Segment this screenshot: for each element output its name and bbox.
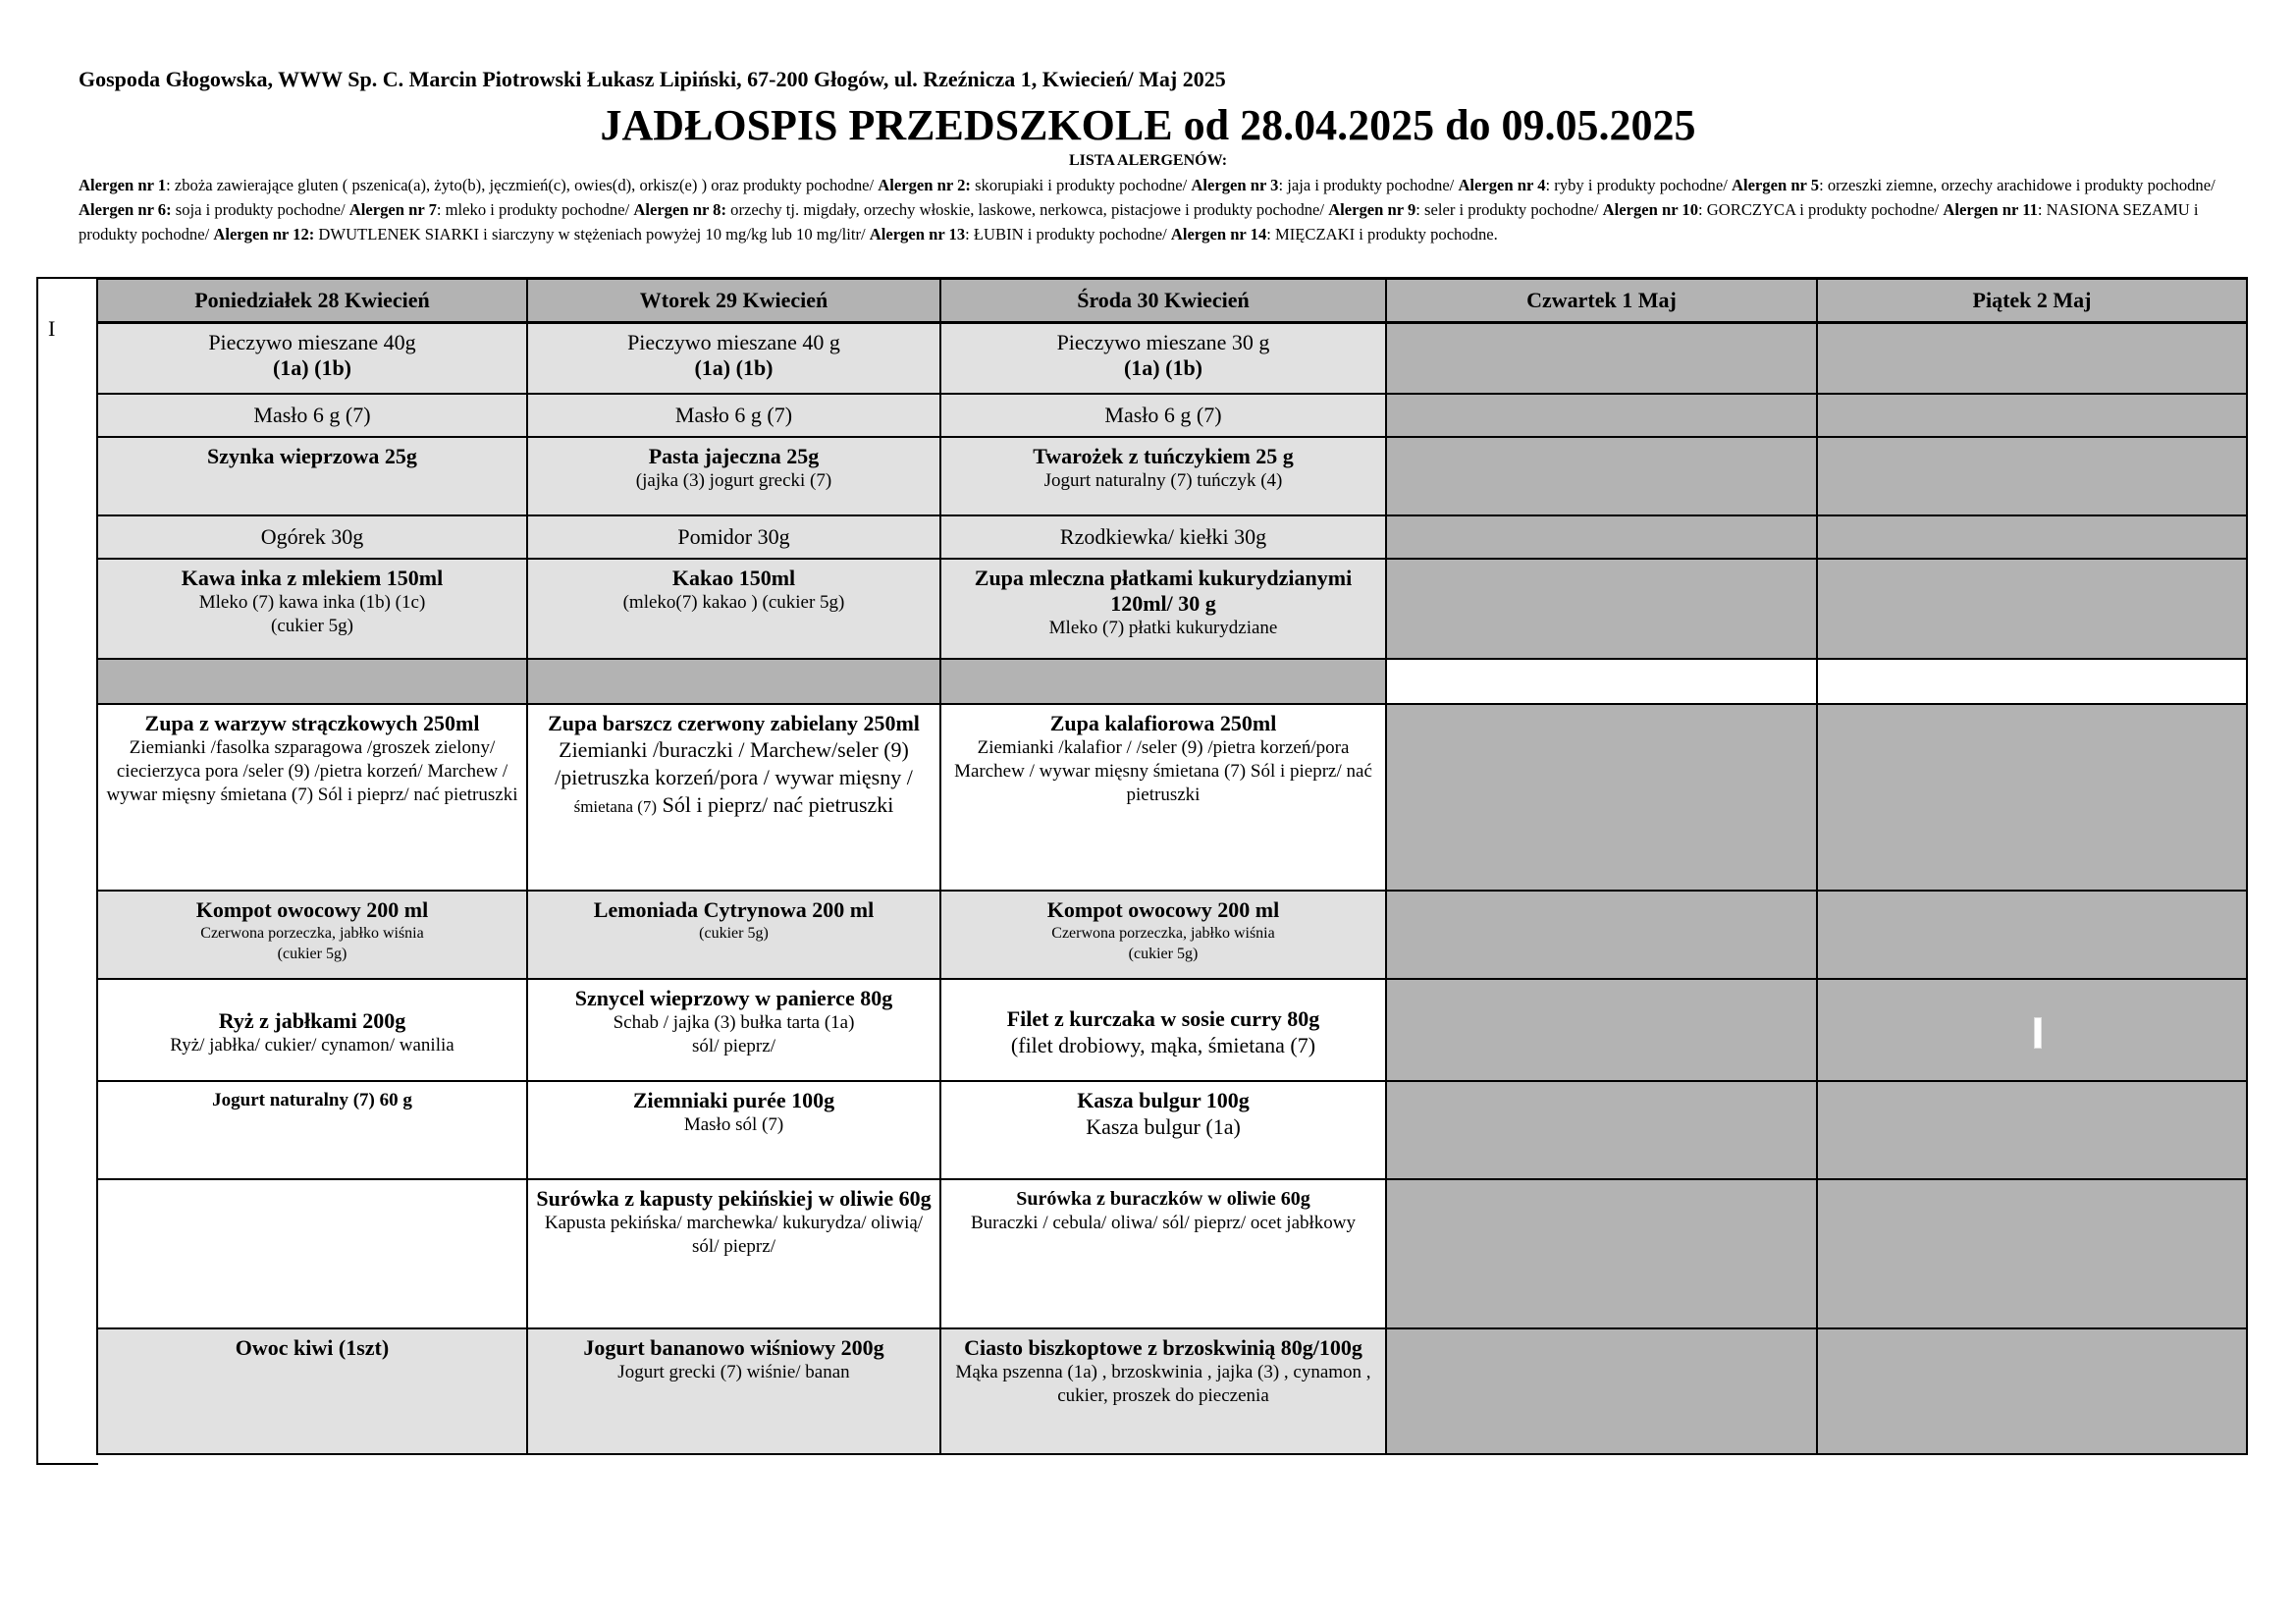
allergen-list [79,173,2248,246]
dish-name: Twarożek z tuńczykiem 25 g [1033,443,1294,468]
allergen-text: : ŁUBIN i produkty pochodne/ [965,225,1171,244]
dish-name: Kompot owocowy 200 ml [195,896,429,922]
allergen-label: Alergen nr 4 [1458,176,1546,194]
menu-cell [527,1328,940,1454]
menu-cell [527,515,940,559]
empty-cell [1386,659,1817,704]
dish-description: Ziemianki /buraczki / Marchew/seler (9) /pietruszka korzeń/pora / wywar mięsny / [555,736,913,789]
dish-description: śmietana (7) [573,796,658,816]
dish-name: Pieczywo mieszane 40 g [627,330,840,354]
allergen-text: DWUTLENEK SIARKI i siarczyny w stężeniach powyżej 10 mg/kg lub 10 mg/litr/ [314,225,870,244]
empty-cell [940,659,1386,704]
empty-cell [1386,559,1817,659]
dish-description: Masło sól (7) [683,1113,784,1135]
dish-name: Filet z kurczaka w sosie curry 80g [1006,1005,1320,1031]
menu-cell [527,891,940,979]
dish-name: Ogórek 30g [260,523,364,549]
dish-description: Ziemianki /fasolka szparagowa /groszek zielony/ ciecierzyca pora /seler (9) /pietra korzeń/ Marchew / wywar mięsny śmietana (7) Sól i pieprz/ nać pietruszki [106,736,518,805]
empty-cell [1817,515,2247,559]
allergen-codes: (1a) (1b) [272,355,352,380]
day-header-row [97,279,2247,323]
dish-name: Ziemniaki purée 100g [632,1087,835,1112]
empty-cell [1817,1081,2247,1179]
menu-cell [97,1179,527,1328]
menu-cell [97,515,527,559]
empty-cell [97,659,527,704]
menu-cell [940,704,1386,891]
allergen-text: : ryby i produkty pochodne/ [1545,176,1732,194]
dish-description: (cukier 5g) [277,945,347,962]
menu-cell [527,704,940,891]
dish-description: Kasza bulgur (1a) [1086,1113,1241,1139]
allergen-text: : jaja i produkty pochodne/ [1278,176,1459,194]
dish-name: Pieczywo mieszane 40g [208,330,416,354]
dish-description: Sól i pieprz/ nać pietruszki [657,791,894,817]
empty-cell [1817,704,2247,891]
allergen-text: skorupiaki i produkty pochodne/ [970,176,1192,194]
allergen-text: : seler i produkty pochodne/ [1415,200,1603,219]
menu-cell [527,1179,940,1328]
page-title: JADŁOSPIS PRZEDSZKOLE od 28.04.2025 do 09.05.2025 [600,101,1696,149]
dish-description: Kapusta pekińska/ marchewka/ kukurydza/ oliwią/ sól/ pieprz/ [544,1212,924,1257]
dish-description: Ziemianki /kalafior / /seler (9) /pietra korzeń/pora Marchew / wywar mięsny śmietana (7) Sól i pieprz/ nać pietruszki [954,736,1372,805]
empty-cell [527,659,940,704]
table-row [97,437,2247,515]
dish-name: Pasta jajeczna 25g [648,443,820,468]
allergen-label: Alergen nr 1 [79,176,167,194]
dish-description: Schab / jajka (3) bułka tarta (1a) [613,1011,855,1033]
menu-cell [97,891,527,979]
dish-name: Szynka wieprzowa 25g [207,443,417,468]
empty-cell [1386,1081,1817,1179]
empty-cell [1386,437,1817,515]
table-row [97,891,2247,979]
dish-name: Zupa z warzyw strączkowych 250ml [144,710,480,735]
dish-description: Mleko (7) płatki kukurydziane [1048,617,1278,638]
dish-description: Jogurt grecki (7) wiśnie/ banan [617,1361,850,1382]
menu-cell [940,394,1386,437]
empty-cell [1386,515,1817,559]
menu-cell [940,1179,1386,1328]
menu-cell [527,1081,940,1179]
menu-table [96,277,2248,1455]
menu-cell [527,323,940,394]
allergen-label: Alergen nr 11 [1943,200,2038,219]
empty-cell [1386,1179,1817,1328]
dish-description: (cukier 5g) [1128,945,1199,962]
allergen-label: Alergen nr 8: [633,200,726,219]
allergen-label: Alergen nr 2: [878,176,971,194]
dish-name: Jogurt naturalny (7) 60 g [212,1089,412,1110]
allergen-label: Alergen nr 6: [79,200,172,219]
empty-cell [1817,559,2247,659]
menu-cell [97,979,527,1081]
day-header: Wtorek 29 Kwiecień [527,279,940,323]
allergen-list-title: LISTA ALERGENÓW: [1068,152,1228,169]
week-label: I [48,316,56,341]
dish-name: Surówka z buraczków w oliwie 60g [1016,1187,1310,1210]
menu-cell [940,437,1386,515]
dish-name: Sznycel wieprzowy w panierce 80g [574,985,893,1010]
menu-cell [97,437,527,515]
dish-name: Masło 6 g (7) [1104,402,1222,427]
empty-cell [1817,394,2247,437]
dish-name: Kakao 150ml [671,565,796,590]
table-row [97,394,2247,437]
menu-cell [97,559,527,659]
dish-description: (mleko(7) kakao ) (cukier 5g) [622,591,845,613]
menu-cell [527,394,940,437]
menu-grid [36,277,2251,1463]
dish-name: Kasza bulgur 100g [1077,1087,1250,1112]
empty-cell [1817,437,2247,515]
allergen-text: : NASIONA SEZAMU i produkty pochodne/ [79,200,2199,244]
day-header: Piątek 2 Maj [1817,279,2247,323]
menu-cell [97,1081,527,1179]
table-row [97,1179,2247,1328]
day-header: Środa 30 Kwiecień [940,279,1386,323]
empty-cell [1817,1328,2247,1454]
dish-description: Mąka pszenna (1a) , brzoskwinia , jajka (3) , cynamon , cukier, proszek do pieczenia [955,1361,1371,1406]
dish-name: Owoc kiwi (1szt) [235,1334,390,1360]
table-row [97,979,2247,1081]
table-row [97,323,2247,394]
empty-cell [1817,979,2247,1081]
empty-cell [1386,323,1817,394]
dish-name: Pieczywo mieszane 30 g [1056,330,1270,354]
empty-cell [1386,891,1817,979]
empty-cell [1817,659,2247,704]
allergen-codes: (1a) (1b) [694,355,774,380]
dish-name: Ciasto biszkoptowe z brzoskwinią 80g/100g [964,1334,1362,1360]
dish-description: (filet drobiowy, mąka, śmietana (7) [1010,1032,1316,1057]
menu-cell [940,1328,1386,1454]
table-row [97,1328,2247,1454]
day-header: Czwartek 1 Maj [1386,279,1817,323]
dish-name: Zupa barszcz czerwony zabielany 250ml [548,710,920,735]
allergen-text: : zboża zawierające gluten ( pszenica(a), żyto(b), jęczmień(c), owies(d), orkisz(e) ) oraz produkty pochodne/ [166,176,879,194]
table-row [97,1081,2247,1179]
menu-cell [527,437,940,515]
allergen-codes: (1a) (1b) [1123,355,1203,380]
allergen-text: orzechy tj. migdały, orzechy włoskie, laskowe, nerkowca, pistacjowe i produkty pochodne/ [726,200,1329,219]
text-cursor-icon [2034,1017,2042,1049]
company-header: Gospoda Głogowska, WWW Sp. C. Marcin Piotrowski Łukasz Lipiński, 67-200 Głogów, ul. Rzeźnicza 1, Kwiecień/ Maj 2025 [79,67,1226,91]
dish-name: Masło 6 g (7) [674,402,793,427]
allergen-text: : GORCZYCA i produkty pochodne/ [1698,200,1944,219]
allergen-label: Alergen nr 5 [1731,176,1820,194]
dish-description: Ryż/ jabłka/ cukier/ cynamon/ wanilia [170,1034,454,1056]
dish-name: Ryż z jabłkami 200g [218,1007,406,1033]
dish-description: Czerwona porzeczka, jabłko wiśnia [1051,924,1275,942]
table-row [97,704,2247,891]
dish-description: sól/ pieprz/ [692,1035,775,1056]
dish-name: Masło 6 g (7) [253,402,371,427]
dish-name: Rzodkiewka/ kiełki 30g [1059,523,1267,549]
dish-description: Buraczki / cebula/ oliwa/ sól/ pieprz/ ocet jabłkowy [970,1212,1356,1233]
dish-description: Mleko (7) kawa inka (1b) (1c) [198,591,426,613]
menu-cell [97,1328,527,1454]
allergen-label: Alergen nr 7 [348,200,437,219]
allergen-text: : MIĘCZAKI i produkty pochodne. [1266,225,1498,244]
empty-cell [1386,979,1817,1081]
dish-description: (cukier 5g) [699,924,769,942]
day-header: Poniedziałek 28 Kwiecień [97,279,527,323]
allergen-text: : mleko i produkty pochodne/ [436,200,634,219]
allergen-text: : orzeszki ziemne, orzechy arachidowe i produkty pochodne/ [1819,176,2216,194]
dish-description: Jogurt naturalny (7) tuńczyk (4) [1043,469,1283,491]
menu-cell [940,979,1386,1081]
menu-cell [97,394,527,437]
menu-cell [940,559,1386,659]
dish-description: Czerwona porzeczka, jabłko wiśnia [200,924,424,942]
dish-name: Surówka z kapusty pekińskiej w oliwie 60g [536,1185,932,1211]
menu-cell [527,979,940,1081]
menu-cell [940,1081,1386,1179]
menu-cell [940,891,1386,979]
dish-name: Kompot owocowy 200 ml [1046,896,1280,922]
allergen-label: Alergen nr 3 [1191,176,1279,194]
dish-name: Zupa mleczna płatkami kukurydzianymi 120ml/ 30 g [974,565,1353,616]
empty-cell [1817,323,2247,394]
separator-row [97,659,2247,704]
dish-name: Jogurt bananowo wiśniowy 200g [583,1334,884,1360]
empty-cell [1817,1179,2247,1328]
dish-name: Lemoniada Cytrynowa 200 ml [593,896,875,922]
menu-cell [97,704,527,891]
allergen-label: Alergen nr 13 [869,225,966,244]
empty-cell [1386,1328,1817,1454]
menu-cell [97,323,527,394]
dish-description: (cukier 5g) [271,615,353,636]
table-row [97,515,2247,559]
allergen-text: soja i produkty pochodne/ [171,200,349,219]
dish-name: Kawa inka z mlekiem 150ml [181,565,444,590]
dish-description: (jajka (3) jogurt grecki (7) [635,469,832,491]
menu-cell [527,559,940,659]
allergen-label: Alergen nr 12: [213,225,315,244]
week-column [36,277,98,1465]
menu-cell [940,515,1386,559]
allergen-label: Alergen nr 9 [1328,200,1416,219]
dish-name: Zupa kalafiorowa 250ml [1049,710,1277,735]
table-row [97,559,2247,659]
dish-name: Pomidor 30g [677,523,790,549]
empty-cell [1817,891,2247,979]
allergen-label: Alergen nr 14 [1170,225,1267,244]
menu-cell [940,323,1386,394]
allergen-label: Alergen nr 10 [1602,200,1699,219]
empty-cell [1386,704,1817,891]
empty-cell [1386,394,1817,437]
